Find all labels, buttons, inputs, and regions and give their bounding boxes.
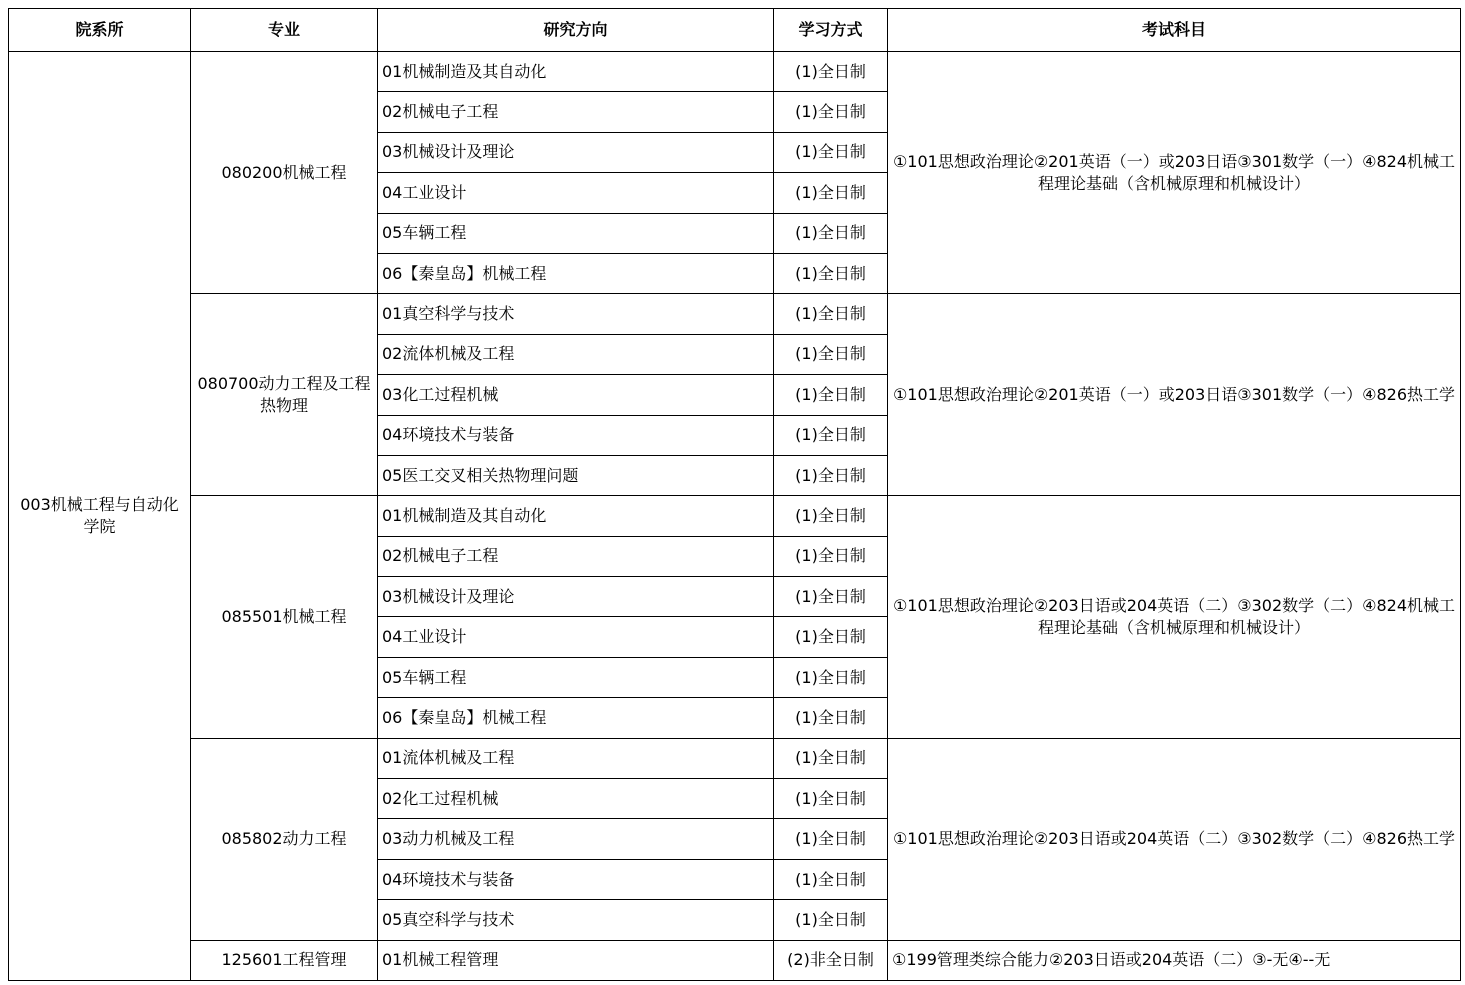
table-row — [9, 52, 1461, 92]
study-mode-cell: (2)非全日制 — [774, 940, 888, 980]
study-mode-cell: (1)全日制 — [774, 496, 888, 536]
direction-cell: 01流体机械及工程 — [378, 738, 774, 778]
study-mode-cell: (1)全日制 — [774, 92, 888, 132]
study-mode-cell: (1)全日制 — [774, 536, 888, 576]
study-mode-cell: (1)全日制 — [774, 334, 888, 374]
header-major: 专业 — [191, 9, 378, 52]
table-row — [9, 738, 1461, 778]
header-direction: 研究方向 — [378, 9, 774, 52]
direction-cell: 04环境技术与装备 — [378, 415, 774, 455]
study-mode-cell: (1)全日制 — [774, 132, 888, 172]
exam-subjects-cell: ①101思想政治理论②203日语或204英语（二）③302数学（二）④826热工学 — [888, 738, 1461, 940]
study-mode-cell: (1)全日制 — [774, 859, 888, 899]
study-mode-cell: (1)全日制 — [774, 779, 888, 819]
study-mode-cell: (1)全日制 — [774, 52, 888, 92]
direction-cell: 05真空科学与技术 — [378, 900, 774, 940]
table-row — [9, 496, 1461, 536]
major-cell: 080200机械工程 — [191, 52, 378, 294]
study-mode-cell: (1)全日制 — [774, 213, 888, 253]
major-cell: 080700动力工程及工程热物理 — [191, 294, 378, 496]
direction-cell: 03机械设计及理论 — [378, 132, 774, 172]
direction-cell: 06【秦皇岛】机械工程 — [378, 698, 774, 738]
header-mode: 学习方式 — [774, 9, 888, 52]
study-mode-cell: (1)全日制 — [774, 577, 888, 617]
direction-cell: 05医工交叉相关热物理问题 — [378, 455, 774, 495]
exam-subjects-cell: ①101思想政治理论②201英语（一）或203日语③301数学（一）④824机械工程理论基础（含机械原理和机械设计） — [888, 52, 1461, 294]
study-mode-cell: (1)全日制 — [774, 173, 888, 213]
direction-cell: 03机械设计及理论 — [378, 577, 774, 617]
direction-cell: 01真空科学与技术 — [378, 294, 774, 334]
department-cell: 003机械工程与自动化学院 — [9, 52, 191, 981]
direction-cell: 01机械工程管理 — [378, 940, 774, 980]
study-mode-cell: (1)全日制 — [774, 698, 888, 738]
study-mode-cell: (1)全日制 — [774, 819, 888, 859]
study-mode-cell: (1)全日制 — [774, 375, 888, 415]
direction-cell: 04工业设计 — [378, 173, 774, 213]
major-cell: 125601工程管理 — [191, 940, 378, 980]
study-mode-cell: (1)全日制 — [774, 415, 888, 455]
major-cell: 085501机械工程 — [191, 496, 378, 738]
study-mode-cell: (1)全日制 — [774, 738, 888, 778]
direction-cell: 02流体机械及工程 — [378, 334, 774, 374]
header-dept: 院系所 — [9, 9, 191, 52]
program-table — [8, 8, 1461, 981]
exam-subjects-cell: ①101思想政治理论②203日语或204英语（二）③302数学（二）④824机械工程理论基础（含机械原理和机械设计） — [888, 496, 1461, 738]
direction-cell: 02机械电子工程 — [378, 536, 774, 576]
direction-cell: 01机械制造及其自动化 — [378, 52, 774, 92]
direction-cell: 01机械制造及其自动化 — [378, 496, 774, 536]
study-mode-cell: (1)全日制 — [774, 657, 888, 697]
direction-cell: 02化工过程机械 — [378, 779, 774, 819]
study-mode-cell: (1)全日制 — [774, 294, 888, 334]
direction-cell: 06【秦皇岛】机械工程 — [378, 253, 774, 293]
direction-cell: 05车辆工程 — [378, 657, 774, 697]
table-row — [9, 940, 1461, 980]
study-mode-cell: (1)全日制 — [774, 900, 888, 940]
direction-cell: 03动力机械及工程 — [378, 819, 774, 859]
study-mode-cell: (1)全日制 — [774, 455, 888, 495]
table-row — [9, 294, 1461, 334]
exam-subjects-cell: ①101思想政治理论②201英语（一）或203日语③301数学（一）④826热工学 — [888, 294, 1461, 496]
header-exam: 考试科目 — [888, 9, 1461, 52]
direction-cell: 03化工过程机械 — [378, 375, 774, 415]
study-mode-cell: (1)全日制 — [774, 253, 888, 293]
header-row — [9, 9, 1461, 52]
exam-subjects-cell: ①199管理类综合能力②203日语或204英语（二）③-无④--无 — [888, 940, 1461, 980]
direction-cell: 04工业设计 — [378, 617, 774, 657]
major-cell: 085802动力工程 — [191, 738, 378, 940]
direction-cell: 04环境技术与装备 — [378, 859, 774, 899]
study-mode-cell: (1)全日制 — [774, 617, 888, 657]
direction-cell: 02机械电子工程 — [378, 92, 774, 132]
direction-cell: 05车辆工程 — [378, 213, 774, 253]
